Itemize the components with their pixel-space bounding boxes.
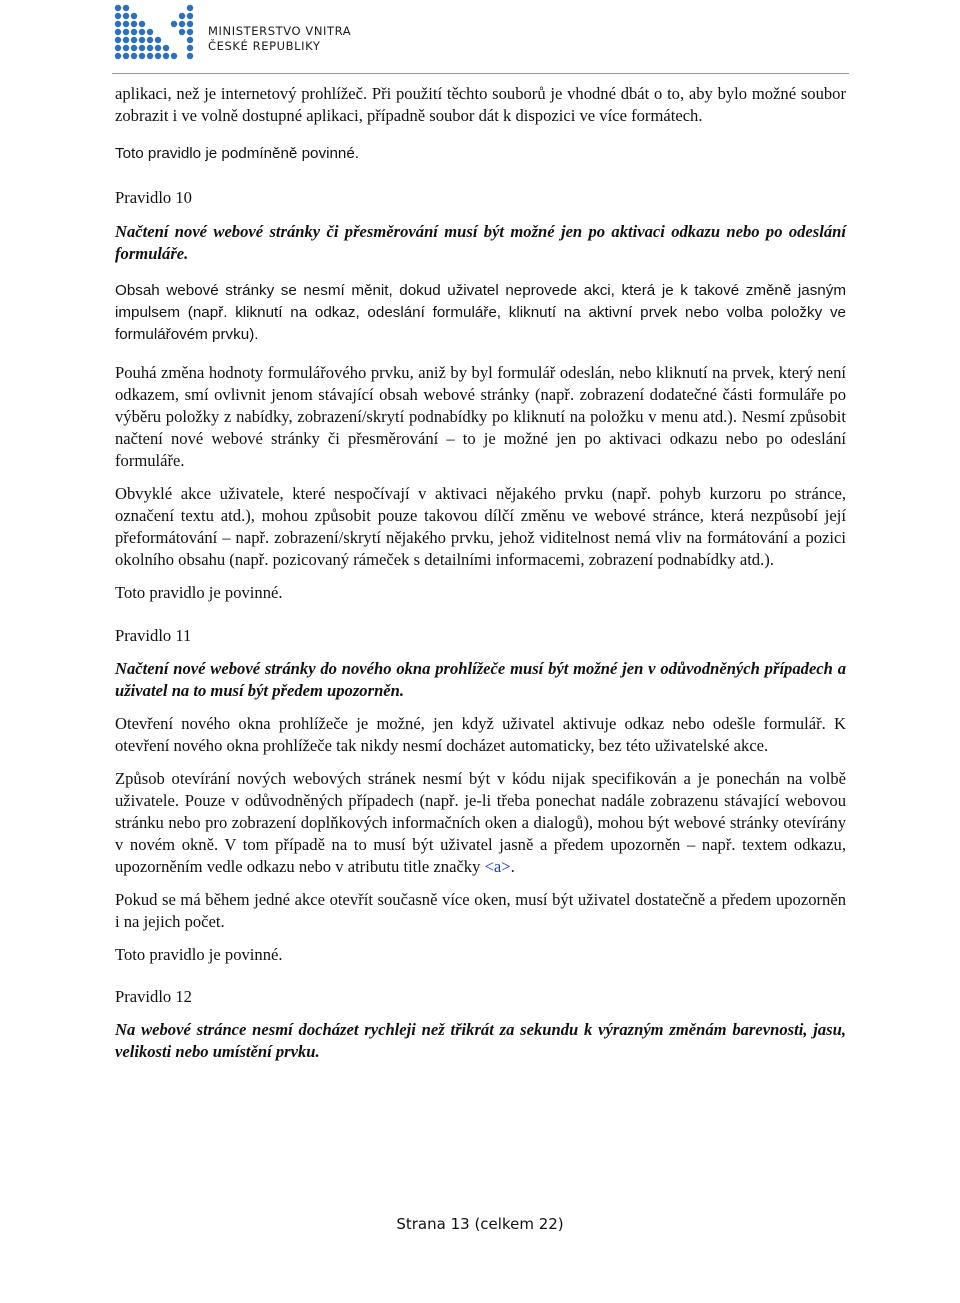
ministry-logo-mark-icon [112,0,202,60]
rule-12-title: Pravidlo 12 [115,987,192,1006]
rule-10-title: Pravidlo 10 [115,188,192,207]
rule-12-statement: Na webové stránce nesmí docházet rychleji než třikrát za sekundu k výrazným změnám barevnosti, jasu, velikosti nebo umístění prvku. [115,1020,846,1061]
mandatory-note: Toto pravidlo je podmíněně povinné. [115,145,360,162]
paragraph: aplikaci, než je internetový prohlížeč. Při použití těchto souborů je vhodné dbát o to, aby bylo možné soubor zobrazit i ve volně dostupné aplikaci, případně soubor dát k dispozici ve více formátech. [115,84,846,125]
paragraph [115,768,846,878]
ministry-logo [112,0,352,68]
paragraph: Obsah webové stránky se nesmí měnit, dokud uživatel neprovede akci, která je k takové změně jasným impulsem (např. kliknutí na odkaz, odeslání formuláře, kliknutí na aktivní prvek nebo volba položky ve formulářovém prvku). [115,282,846,343]
paragraph: Pouhá změna hodnoty formulářového prvku, aniž by byl formulář odeslán, nebo kliknutí na prvek, který není odkazem, smí ovlivnit jenom stávající obsah webové stránky (např. zobrazení dodatečné části formuláře po výběru položky z nabídky, zobrazení/skrytí podnabídky po kliknutí na položku v menu atd.). Nesmí způsobit načtení nové webové stránky či přesměrování – to je možné jen po aktivaci odkazu nebo po odeslání formuláře. [115,363,846,470]
paragraph: Pokud se má během jedné akce otevřít současně více oken, musí být uživatel dostatečně a předem upozorněn i na jejich počet. [115,890,846,931]
paragraph: Otevření nového okna prohlížeče je možné, jen když uživatel aktivuje odkaz nebo odešle formulář. K otevření nového okna prohlížeče tak nikdy nesmí docházet automaticky, bez této uživatelské akce. [115,714,846,755]
paragraph: Obvyklé akce uživatele, které nespočívají v aktivaci nějakého prvku (např. pohyb kurzoru po stránce, označení textu atd.), mohou způsobit pouze takovou dílčí změnu ve webové stránce, která nezpůsobí její přeformátování – např. zobrazení/skrytí nějakého prvku, jehož viditelnost nemá vliv na formátování a pozici okolního obsahu (např. pozicovaný rámeček s detailními informacemi, zobrazení podnabídky atd.). [115,484,846,569]
ministry-name-line1: MINISTERSTVO VNITRA [208,24,352,38]
rule-10-statement: Načtení nové webové stránky či přesměrování musí být možné jen po aktivaci odkazu nebo po odeslání formuláře. [115,222,846,263]
ministry-name-line2: ČESKÉ REPUBLIKY [208,39,321,53]
paragraph-text: Způsob otevírání nových webových stránek nesmí být v kódu nijak specifikován a je ponechán na volbě uživatele. Pouze v odůvodněných případech (např. je-li třeba ponechat nadále zobrazenu stávající webovou stránku nebo pro zobrazení doplňkových informačních oken a dialogů), mohou být webové stránky otevírány v novém okně. V tom případě na to musí být uživatel jasně a předem upozorněn – např. textem odkazu, upozorněním vedle odkazu nebo v atributu title značky [115,769,846,876]
mandatory-note: Toto pravidlo je povinné. [115,583,283,602]
paragraph-end: . [510,857,515,876]
ministry-name [208,24,351,54]
rule-11-statement: Načtení nové webové stránky do nového okna prohlížeče musí být možné jen v odůvodněných případech a uživatel na to musí být předem upozorněn. [115,659,846,700]
document-body [115,80,846,1063]
page-number: Strana 13 (celkem 22) [396,1215,564,1233]
mandatory-note: Toto pravidlo je povinné. [115,945,283,964]
rule-11-title: Pravidlo 11 [115,626,192,645]
html-tag-code: <a> [484,857,511,876]
header-divider [112,73,849,74]
